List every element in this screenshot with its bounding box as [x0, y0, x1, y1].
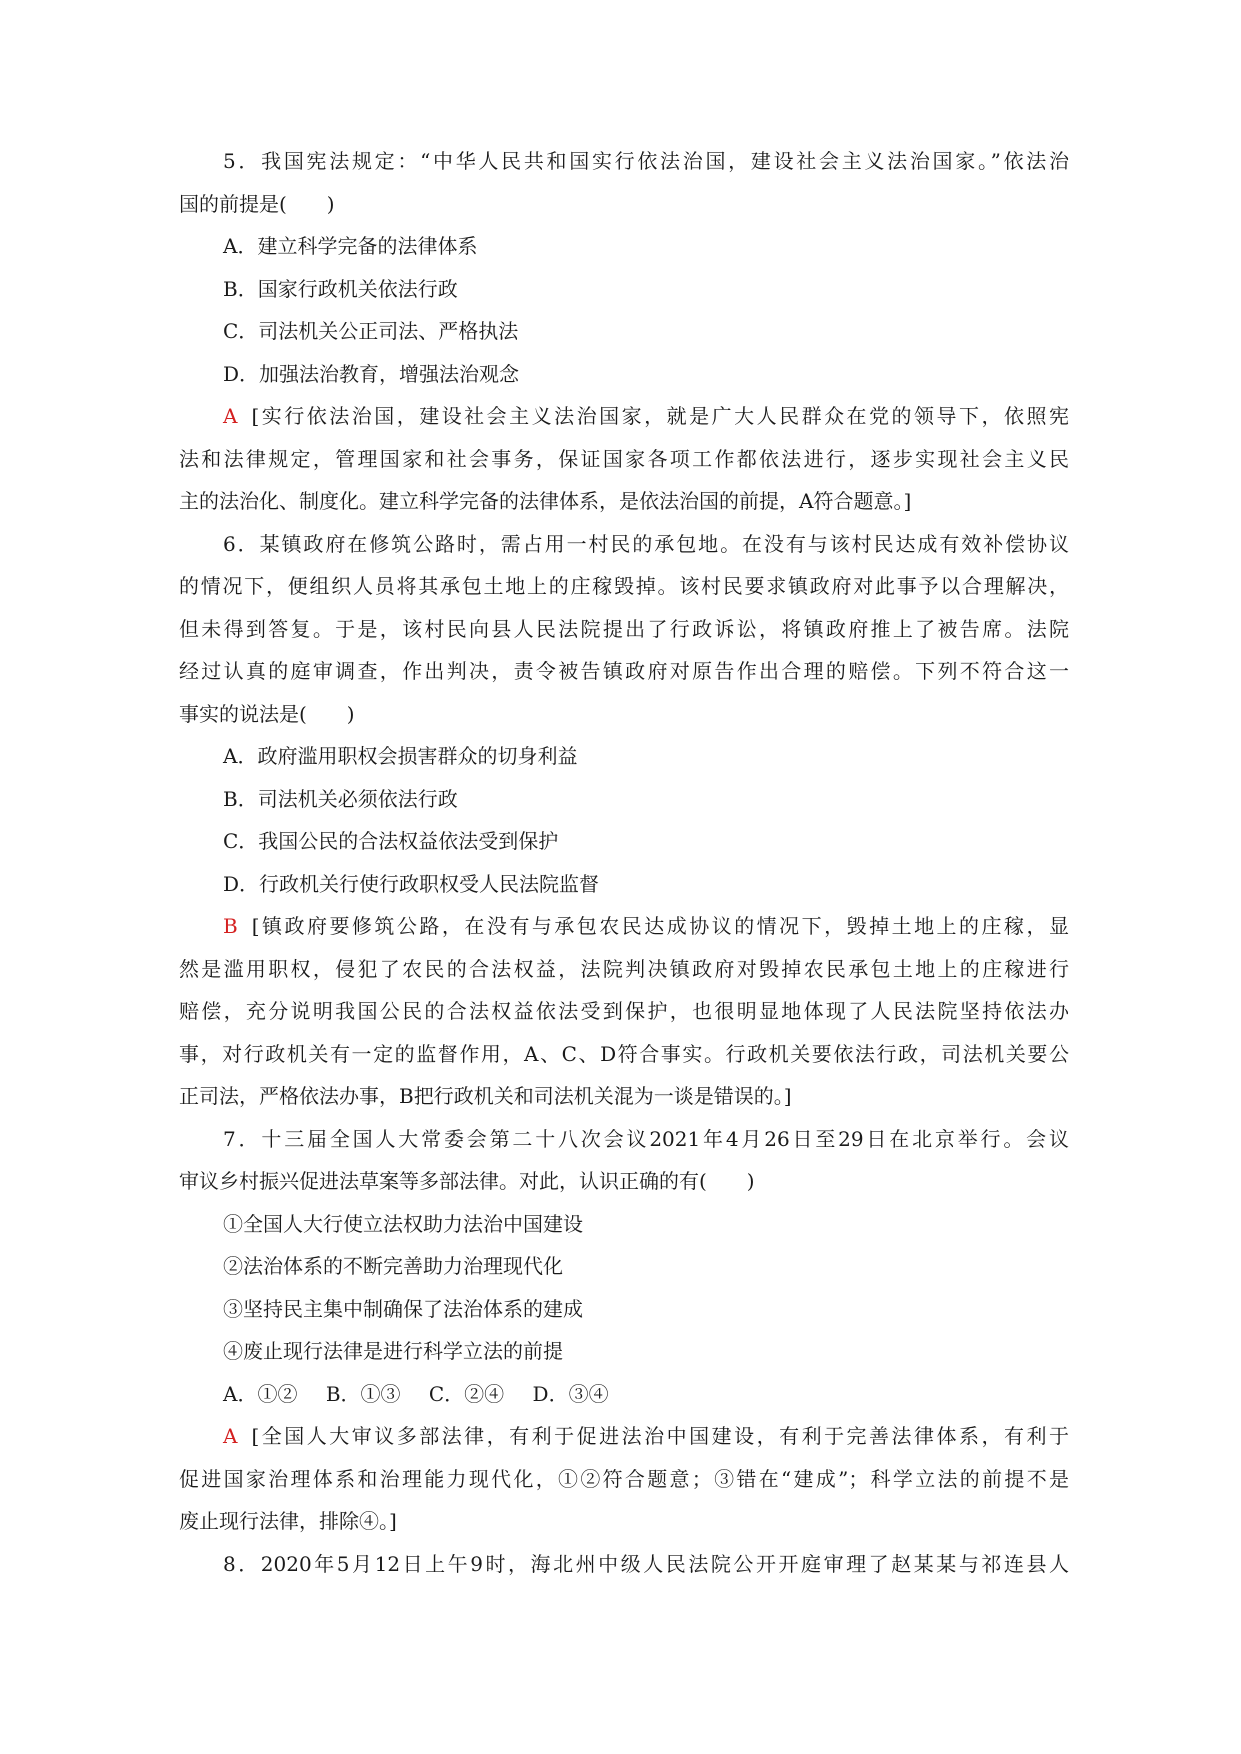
explanation-text: [实行依法治国，建设社会主义法治国家，就是广大人民群众在党的领导下，依照宪 [251, 404, 1069, 428]
question-stem-line: 6．某镇政府在修筑公路时，需占用一村民的承包地。在没有与该村民达成有效补偿协议 [223, 531, 1069, 556]
answer-line [179, 905, 1069, 948]
question-7 [179, 1118, 1069, 1543]
explanation-line: 然是滥用职权，侵犯了农民的合法权益，法院判决镇政府对毁掉农民承包土地上的庄稼进行 [179, 956, 1069, 981]
answer-line [179, 395, 1069, 438]
question-stem-line: 5．我国宪法规定：“中华人民共和国实行依法治国，建设社会主义法治国家。”依法治 [223, 149, 1069, 173]
option-a: A．①② [223, 1381, 298, 1406]
explanation-line: 促进国家治理体系和治理能力现代化，①②符合题意；③错在“建成”；科学立法的前提不是 [179, 1466, 1069, 1491]
option-d: D．加强法治教育，增强法治观念 [223, 361, 520, 386]
option-a: A．政府滥用职权会损害群众的切身利益 [223, 744, 578, 768]
explanation-line: 正司法，严格依法办事，B把行政机关和司法机关混为一谈是错误的。] [179, 1084, 792, 1108]
answer-letter: A [223, 404, 238, 428]
statement-4: ④废止现行法律是进行科学立法的前提 [223, 1339, 563, 1363]
option-c: C．司法机关公正司法、严格执法 [223, 319, 519, 343]
option-c: C．我国公民的合法权益依法受到保护 [223, 829, 559, 853]
question-stem-line: 审议乡村振兴促进法草案等多部法律。对此，认识正确的有( ) [179, 1169, 755, 1193]
question-stem-line: 经过认真的庭审调查，作出判决，责令被告镇政府对原告作出合理的赔偿。下列不符合这一 [179, 659, 1069, 683]
question-stem-line: 事实的说法是( ) [179, 701, 355, 726]
statement-3: ③坚持民主集中制确保了法治体系的建成 [223, 1296, 583, 1321]
option-c: C．②④ [428, 1381, 505, 1406]
question-stem-line: 7．十三届全国人大常委会第二十八次会议2021年4月26日至29日在北京举行。会议 [223, 1126, 1069, 1151]
explanation-line: 法和法律规定，管理国家和社会事务，保证国家各项工作都依法进行，逐步实现社会主义民 [179, 446, 1069, 471]
question-stem-line: 的情况下，便组织人员将其承包土地上的庄稼毁掉。该村民要求镇政府对此事予以合理解决， [179, 574, 1069, 598]
option-b: B．①③ [325, 1381, 401, 1406]
answer-line [179, 1415, 1069, 1458]
answer-letter: A [223, 1424, 238, 1448]
statement-1: ①全国人大行使立法权助力法治中国建设 [223, 1211, 583, 1236]
explanation-text: [全国人大审议多部法律，有利于促进法治中国建设，有利于完善法律体系，有利于 [251, 1424, 1069, 1448]
statement-2: ②法治体系的不断完善助力治理现代化 [223, 1254, 563, 1278]
option-d: D．③④ [532, 1381, 609, 1406]
document-page [179, 140, 1069, 1585]
question-6 [179, 523, 1069, 1118]
option-d: D．行政机关行使行政职权受人民法院监督 [223, 871, 600, 896]
answer-letter: B [223, 914, 238, 938]
question-5 [179, 140, 1069, 523]
explanation-line: 事，对行政机关有一定的监督作用，A、C、D符合事实。行政机关要依法行政，司法机关要公 [179, 1041, 1069, 1066]
options-row [179, 1373, 1069, 1416]
option-b: B．国家行政机关依法行政 [223, 276, 458, 301]
explanation-text: [镇政府要修筑公路，在没有与承包农民达成协议的情况下，毁掉土地上的庄稼，显 [251, 914, 1069, 938]
option-a: A．建立科学完备的法律体系 [223, 234, 478, 258]
explanation-line: 废止现行法律，排除④。] [179, 1509, 397, 1533]
option-b: B．司法机关必须依法行政 [223, 786, 458, 811]
question-stem-line: 8．2020年5月12日上午9时，海北州中级人民法院公开开庭审理了赵某某与祁连县人 [223, 1551, 1069, 1576]
question-8 [179, 1543, 1069, 1586]
question-stem-line: 国的前提是( ) [179, 191, 335, 216]
explanation-line: 赔偿，充分说明我国公民的合法权益依法受到保护，也很明显地体现了人民法院坚持依法办 [179, 999, 1069, 1023]
explanation-line: 主的法治化、制度化。建立科学完备的法律体系，是依法治国的前提，A符合题意。] [179, 489, 912, 513]
question-stem-line: 但未得到答复。于是，该村民向县人民法院提出了行政诉讼，将镇政府推上了被告席。法院 [179, 616, 1069, 641]
